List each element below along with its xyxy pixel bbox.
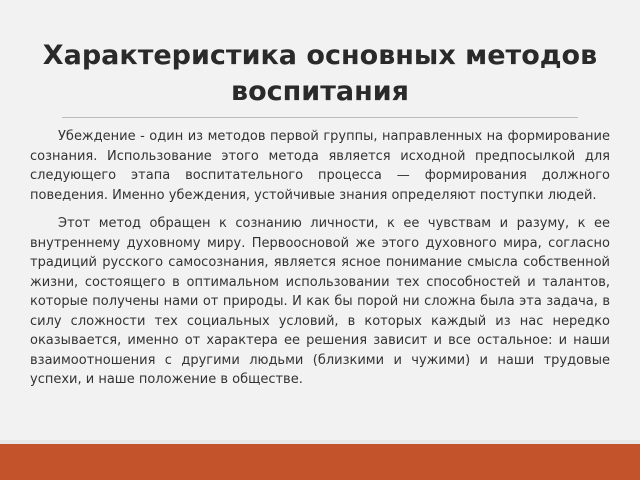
title-divider xyxy=(62,117,578,118)
footer-accent-bar xyxy=(0,440,640,480)
slide-body xyxy=(30,127,610,399)
slide-title: Характеристика основных методов воспитания xyxy=(42,40,598,107)
paragraph-method-description: Этот метод обращен к сознанию личности, к ее чувствам и разуму, к ее внутреннему духовному миру. Первоосновой же этого духовного мира, согласно традиций русского самосознания, является ясное понимание смысла собственной жизни, состоящего в оптимальном использовании тех способностей и талантов, которые получены нами от природы. И как бы порой ни сложна была эта задача, в силу сложности тех социальных условий, в которых каждый из нас нередко оказывается, именно от характера ее решения зависит и все остальное: и наши взаимоотношения с другими людьми (близкими и чужими) и наши трудовые успехи, и наше положение в обществе. xyxy=(30,216,610,387)
paragraph-persuasion-definition: Убеждение - один из методов первой группы, направленных на формирование сознания. Использование этого метода является исходной предпосылкой для следующего этапа воспитательного процесса — формирования должного поведения. Именно убеждения, устойчивые знания определяют поступки людей. xyxy=(30,129,610,203)
